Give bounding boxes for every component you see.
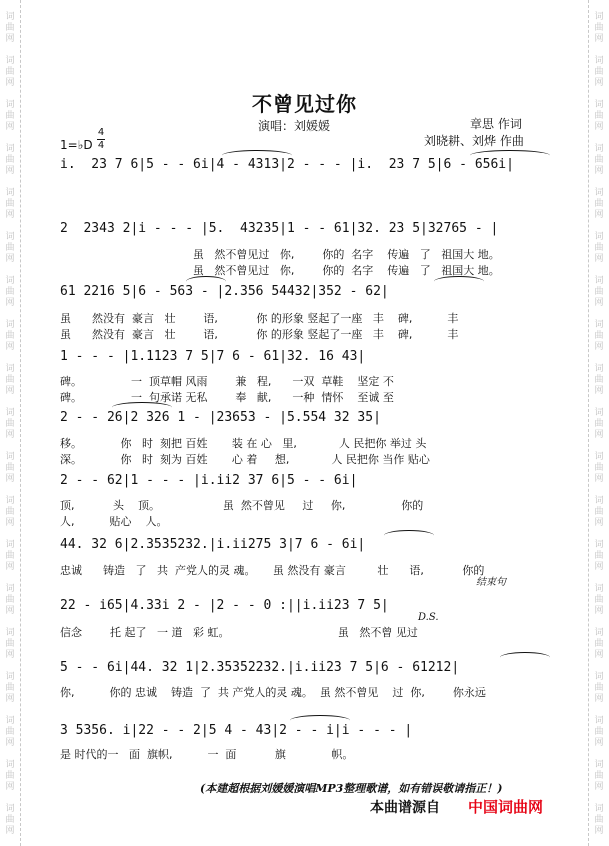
watermark-glyph: 词 曲 网 bbox=[594, 320, 604, 352]
notation-row-3: 61 2216 5|6 - 563 - |2.356 54432|352 - 62| bbox=[60, 284, 389, 299]
slur bbox=[470, 150, 550, 161]
watermark-glyph: 词 曲 网 bbox=[594, 56, 604, 88]
watermark-glyph: 词 曲 网 bbox=[5, 232, 15, 264]
watermark-glyph: 词 曲 网 bbox=[5, 320, 15, 352]
lyric-row-6-verse-1: 顶, 头 顶。 虽 然不曾见 过 你, 你的 bbox=[60, 499, 424, 512]
composer-credit: 刘晓耕、刘烨 作曲 bbox=[424, 134, 524, 148]
end-phrase-mark: 结束句 bbox=[476, 577, 506, 588]
slur bbox=[434, 276, 484, 287]
watermark-glyph: 词 曲 网 bbox=[5, 804, 15, 836]
watermark-glyph: 词 曲 网 bbox=[594, 716, 604, 748]
time-signature-top: 4 bbox=[97, 127, 105, 138]
watermark-glyph: 词 曲 网 bbox=[594, 100, 604, 132]
lyric-row-2-verse-2: 虽 然不曾见过 你, 你的 名字 传遍 了 祖国大 地。 bbox=[60, 264, 500, 277]
lyric-row-5-verse-2: 深。 你 时 刻为 百姓 心 着 想, 人 民把你 当作 贴心 bbox=[60, 453, 430, 466]
watermark-glyph: 词 曲 网 bbox=[594, 760, 604, 792]
lyric-row-4-verse-1: 碑。 一 顶草帽 风雨 兼 程, 一双 草鞋 坚定 不 bbox=[60, 375, 394, 388]
lyric-row-2-verse-1: 虽 然不曾见过 你, 你的 名字 传遍 了 祖国大 地。 bbox=[60, 248, 500, 261]
transcription-note: (本建超根据刘媛媛演唱MP3整理歌谱，如有错误敬请指正！) bbox=[200, 782, 503, 795]
source-line bbox=[370, 796, 543, 817]
watermark-glyph: 词 曲 网 bbox=[5, 496, 15, 528]
watermark-glyph: 词 曲 网 bbox=[594, 276, 604, 308]
watermark-glyph: 词 曲 网 bbox=[5, 364, 15, 396]
watermark-glyph: 词 曲 网 bbox=[5, 144, 15, 176]
time-signature-bottom: 4 bbox=[97, 140, 105, 151]
watermark-glyph: 词 曲 网 bbox=[5, 56, 15, 88]
lyricist-credit: 章思 作词 bbox=[470, 117, 522, 131]
watermark-glyph: 词 曲 网 bbox=[594, 496, 604, 528]
source-site-link[interactable]: 中国词曲网 bbox=[468, 798, 544, 816]
song-title: 不曾见过你 bbox=[252, 92, 357, 116]
slur bbox=[384, 530, 434, 541]
watermark-glyph: 词 曲 网 bbox=[594, 188, 604, 220]
watermark-glyph: 词 曲 网 bbox=[5, 760, 15, 792]
slur bbox=[112, 402, 172, 413]
slur bbox=[186, 276, 226, 287]
watermark-glyph: 词 曲 网 bbox=[5, 672, 15, 704]
lyric-row-10: 是 时代的一 面 旗帜, 一 面 旗 帜。 bbox=[60, 748, 354, 761]
watermark-glyph: 词 曲 网 bbox=[594, 452, 604, 484]
watermark-glyph: 词 曲 网 bbox=[5, 584, 15, 616]
source-label: 本曲谱源自 bbox=[370, 800, 440, 816]
lyric-row-9: 你, 你的 忠诚 铸造 了 共 产党人的灵 魂。 虽 然不曾见 过 你, 你永远 bbox=[60, 686, 486, 699]
lyric-row-3-verse-1: 虽 然没有 豪言 壮 语, 你 的形象 竖起了一座 丰 碑, 丰 bbox=[60, 312, 459, 325]
watermark-glyph: 词 曲 网 bbox=[594, 12, 604, 44]
singer: 演唱：刘媛媛 bbox=[258, 119, 331, 133]
watermark-glyph: 词 曲 网 bbox=[594, 584, 604, 616]
slur bbox=[500, 652, 550, 663]
slur bbox=[290, 715, 350, 726]
lyric-row-6-verse-2: 人, 贴心 人。 bbox=[60, 515, 168, 528]
notation-row-8: 22 - i65|4.33i 2 - |2 - - 0 :||i.ii23 7 5| bbox=[60, 598, 389, 613]
watermark-glyph: 词 曲 网 bbox=[5, 276, 15, 308]
watermark-glyph: 词 曲 网 bbox=[5, 540, 15, 572]
lyric-row-4-verse-2: 碑。 一 句承诺 无私 奉 献, 一种 情怀 至诚 至 bbox=[60, 391, 394, 404]
ds-mark: D.S. bbox=[418, 612, 439, 623]
notation-row-7: 44. 32 6|2.3535232.|i.ii275 3|7 6 - 6i| bbox=[60, 537, 366, 552]
notation-row-9: 5 - - 6i|44. 32 1|2.35352232.|i.ii23 7 5|6 - 61212| bbox=[60, 660, 460, 675]
right-watermark-strip bbox=[588, 0, 609, 846]
watermark-glyph: 词 曲 网 bbox=[5, 188, 15, 220]
notation-row-5: 2 - - 26|2 326 1 - |23653 - |5.554 32 35| bbox=[60, 410, 381, 425]
watermark-glyph: 词 曲 网 bbox=[594, 364, 604, 396]
watermark-glyph: 词 曲 网 bbox=[5, 452, 15, 484]
time-signature bbox=[97, 128, 105, 151]
notation-row-1: i. 23 7 6|5 - - 6i|4 - 4313|2 - - - |i. 23 7 5|6 - 656i| bbox=[60, 157, 514, 172]
notation-row-2: 2 2343 2|i - - - |5. 43235|1 - - 61|32. 23 5|32765 - | bbox=[60, 221, 499, 236]
watermark-glyph: 词 曲 网 bbox=[5, 408, 15, 440]
left-watermark-strip bbox=[0, 0, 21, 846]
key-signature: 1=♭D bbox=[60, 138, 93, 152]
lyric-row-5-verse-1: 移。 你 时 刻把 百姓 装 在 心 里, 人 民把你 举过 头 bbox=[60, 437, 427, 450]
watermark-glyph: 词 曲 网 bbox=[594, 628, 604, 660]
notation-row-6: 2 - - 62|1 - - - |i.ii2 37 6|5 - - 6i| bbox=[60, 473, 358, 488]
watermark-glyph: 词 曲 网 bbox=[594, 232, 604, 264]
watermark-glyph: 词 曲 网 bbox=[594, 804, 604, 836]
watermark-glyph: 词 曲 网 bbox=[594, 144, 604, 176]
watermark-glyph: 词 曲 网 bbox=[5, 12, 15, 44]
watermark-glyph: 词 曲 网 bbox=[5, 716, 15, 748]
notation-row-4: 1 - - - |1.1123 7 5|7 6 - 61|32. 16 43| bbox=[60, 349, 366, 364]
watermark-glyph: 词 曲 网 bbox=[594, 540, 604, 572]
lyric-row-3-verse-2: 虽 然没有 豪言 壮 语, 你 的形象 竖起了一座 丰 碑, 丰 bbox=[60, 328, 459, 341]
lyric-row-8: 信念 托 起了 一 道 彩 虹。 虽 然不曾 见过 bbox=[60, 626, 418, 639]
lyric-row-7: 忠诚 铸造 了 共 产党人的灵 魂。 虽 然没有 豪言 壮 语, 你的 bbox=[60, 564, 485, 577]
slur bbox=[222, 150, 292, 161]
watermark-glyph: 词 曲 网 bbox=[594, 408, 604, 440]
notation-row-10: 3 5356. i|22 - - 2|5 4 - 43|2 - - i|i - - - | bbox=[60, 723, 413, 738]
watermark-glyph: 词 曲 网 bbox=[5, 628, 15, 660]
watermark-glyph: 词 曲 网 bbox=[5, 100, 15, 132]
watermark-glyph: 词 曲 网 bbox=[594, 672, 604, 704]
